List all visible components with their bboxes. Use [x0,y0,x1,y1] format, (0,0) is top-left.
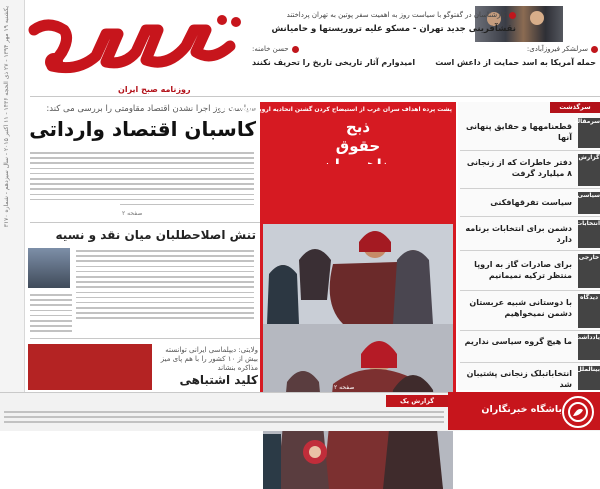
story3-kicker: حسن خامنه: [252,45,299,53]
right-rail [458,102,600,390]
person-face [530,11,544,25]
rail-section-label: سرگذشت [550,102,600,113]
date-line: یکشنبه ۱۹ مهر ۱۳۹۴ - ۲۷ ذی الحجه ۱۴۳۶ - ۱۱ اکتبر ۲۰۱۵ - سال سیزدهم - شماره ۳۱۷۰ [3,6,10,228]
bullet-icon [292,46,299,53]
brand-logo-icon [562,396,594,428]
lead-headline[interactable]: کاسبان اقتصاد وارداتی [29,117,256,141]
story2-kicker: سرلشکر فیروزآبادی: [527,45,598,53]
second-headline[interactable]: تنش اصلاحطلبان میان نقد و نسیه [55,228,256,242]
third-story-photo [28,344,152,390]
poster-caption: پشت پرده اهداف سران غرب از استیضاح کردن گشتن اتحادیه اروپا آشکار تر شد [218,106,452,113]
rail-item[interactable]: سرمقاله قطعنامهها و حقایق پنهانی آنها [458,118,600,148]
footer-text [4,411,444,427]
bullet-icon [509,12,516,19]
rail-item[interactable]: خارجی برای صادرات گاز به اروپا منتظر ترکیه نمیمانیم [458,254,600,288]
rail-item[interactable]: سیاسی سیاست تفرقهافکنی [458,192,600,214]
lead-body-text [30,152,254,209]
rail-item[interactable]: انتخابات دشمن برای انتخابات برنامه دارد [458,220,600,248]
poster-title: ذبح حقوق [335,118,381,155]
refugee-photo [263,164,453,324]
story3-headline[interactable]: امیدوارم آثار تاریخی تاریخ را تحریف نکنند [252,58,416,67]
top-story-kicker[interactable]: کارشناسان در گفتوگو با سیاست روز به اهمیت سفر پوتین به تهران پرداختند [286,11,516,19]
rail-divider [460,150,600,151]
lead-continued[interactable]: صفحه ۲ [122,210,143,217]
masthead-tagline: روزنامه صبح ایران [118,85,191,94]
footer-section-label: گزارش یک [386,395,448,407]
poster-page-ref: صفحه ۲ [334,384,355,391]
masthead-logo [26,4,252,94]
rail-divider [460,362,600,363]
story2-headline[interactable]: حمله آمریکا به اسد حمایت از داعش است [435,58,596,67]
second-story-text [76,250,254,323]
top-story-headline[interactable]: نقشآفرینی جدید تهران - مسکو علیه تروریستها و حامیانش [271,24,516,34]
brand-badge[interactable] [448,392,600,430]
divider [30,96,600,97]
rail-divider [460,330,600,331]
rail-divider [460,216,600,217]
third-kicker: ولایتی: دیپلماسی ایرانی توانسته بیش از ۱۰ کشور را با هم پای میز مذاکره بنشاند [160,346,258,372]
third-headline[interactable]: کلید اشتباهی [179,373,258,387]
second-story-photo [28,248,70,288]
rail-divider [460,290,600,291]
lead-kicker: سیاست روز اجرا نشدن اقتصاد مقاومتی را بررسی می کند: [46,104,256,114]
rail-divider [460,188,600,189]
rail-item[interactable]: گزارش دفتر خاطرات که از زنجانی ۸ میلیارد گرفت [458,154,600,186]
rail-item[interactable]: بینالملل انتخاباتبلک زنجانی پشتیبان شد [466,366,600,389]
rail-item[interactable]: یادداشت ما هیچ گروه سیاسی نداریم [458,334,600,360]
second-story-text [30,294,72,336]
bullet-icon [591,46,598,53]
brand-name: باشگاه خبرنگاران [481,404,562,415]
date-strip [0,0,25,392]
rail-divider [460,250,600,251]
rail-item[interactable]: دیدگاه با دوستانی شبیه عربستان دشمن نمیخواهیم [458,294,600,328]
